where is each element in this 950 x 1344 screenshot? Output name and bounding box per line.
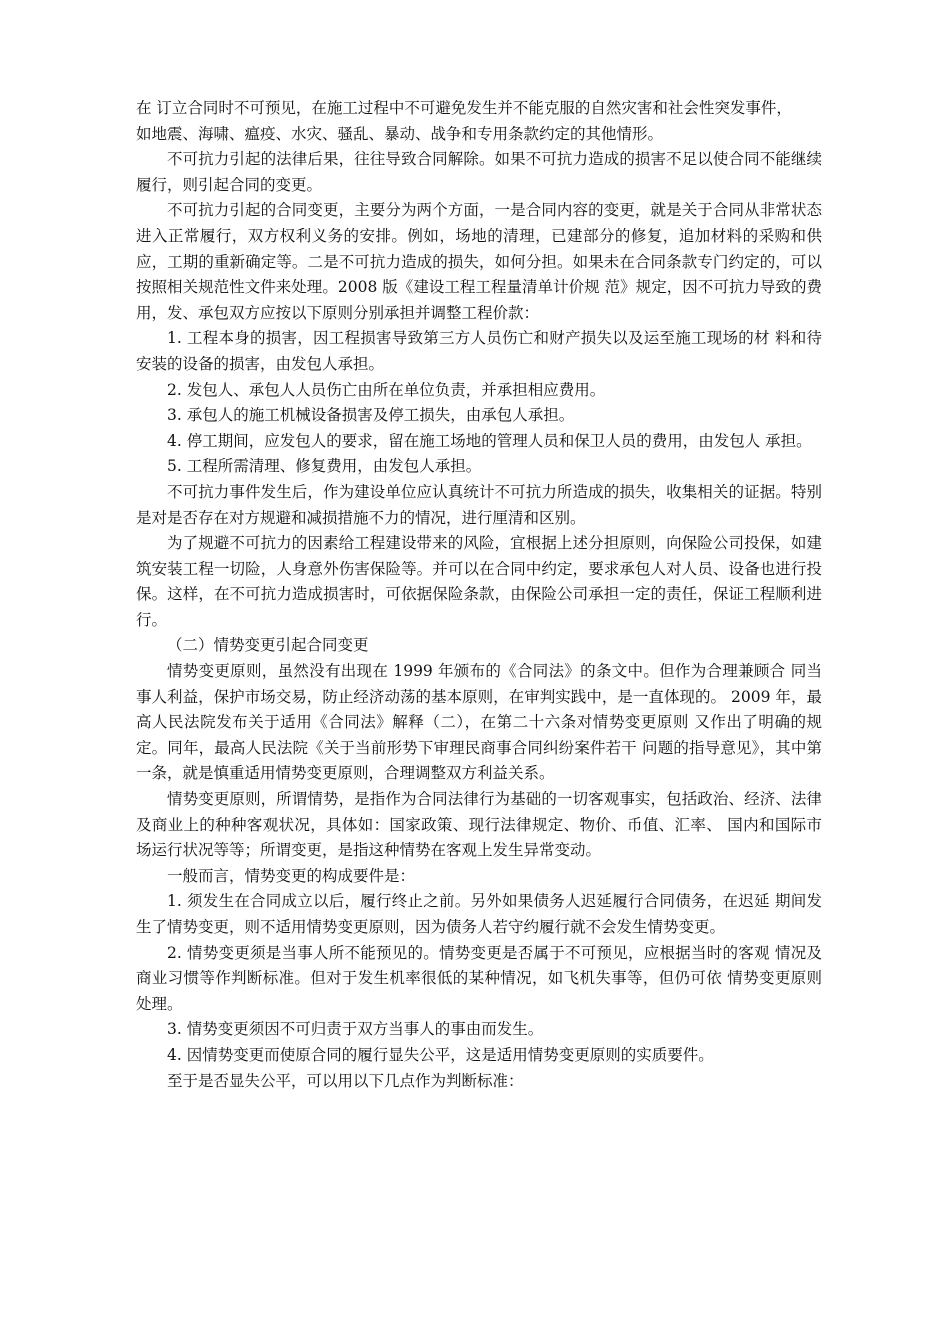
paragraph-1: 在 订立合同时不可预见，在施工过程中不可避免发生并不能克服的自然灾害和社会性突发事件， [136,99,792,117]
requirement-item-4: 4. 因情势变更而使原合同的履行显失公平，这是适用情势变更原则的实质要件。 [167,1045,714,1064]
paragraph-4: 不可抗力引起的合同变更，主要分为两个方面，一是合同内容的变更，就是关于合同从非常状态进入正常履行，双方权利义务的安排。例如，场地的清理，已建部分的修复，追加材料的采购和供应，工期的重新确定等。二是不可抗力造成的损失，如何分担。如果未在合同条款专门约定的，可以按照相关规范性文件来处理。2008 版《建设工程工程量清单计价规 范》规定，因不可抗力导致的费用，发、承包双方应按以下原则分别承担并调整工程价款： [136,201,822,322]
paragraph-3: 不可抗力引起的法律后果，往往导致合同解除。如果不可抗力造成的损害不足以使合同不能继续履行，则引起合同的变更。 [136,150,822,194]
paragraph-5: 不可抗力事件发生后，作为建设单位应认真统计不可抗力所造成的损失，收集相关的证据。特别是对是否存在对方规避和减损措施不力的情况，进行厘清和区别。 [136,482,822,527]
list-item-2: 2. 发包人、承包人人员伤亡由所在单位负责，并承担相应费用。 [167,380,606,399]
requirement-item-1: 1. 须发生在合同成立以后，履行终止之前。另外如果债务人迟延履行合同债务，在迟延 期间发生了情势变更，则不适用情势变更原则，因为债务人若守约履行就不会发生情势变更。 [136,892,822,936]
requirement-item-3: 3. 情势变更须因不可归责于双方当事人的事由而发生。 [167,1020,544,1039]
list-item-3: 3. 承包人的施工机械设备损害及停工损失，由承包人承担。 [167,406,575,425]
paragraph-9: 一般而言，情势变更的构成要件是： [167,866,416,885]
paragraph-10: 至于是否显失公平，可以用以下几点作为判断标准： [167,1071,524,1090]
section-heading: （二）情势变更引起合同变更 [167,636,369,655]
paragraph-7: 情势变更原则，虽然没有出现在 1999 年颁布的《合同法》的条文中。但作为合理兼顾合 同当事人利益，保护市场交易，防止经济动荡的基本原则，在审判实践中，是一直体现的。 2009 年，最高人民法院发布关于适用《合同法》解释（二），在第二十六条对情势变更原则 又作出了明确的规定。同年，最高人民法院《关于当前形势下审理民商事合同纠纷案件若干 问题的指导意见》，其中第一条，就是慎重适用情势变更原则，合理调整双方利益关系。 [136,662,822,783]
list-item-1: 1. 工程本身的损害，因工程损害导致第三方人员伤亡和财产损失以及运至施工现场的材 料和待安装的设备的损害，由发包人承担。 [136,329,822,373]
paragraph-8: 情势变更原则，所谓情势，是指作为合同法律行为基础的一切客观事实，包括政治、经济、法律及商业上的种种客观状况，具体如：国家政策、现行法律规定、物价、币值、汇率、 国内和国际市场运行状况等等；所谓变更，是指这种情势在客观上发生异常变动。 [136,790,822,860]
requirement-item-2: 2. 情势变更须是当事人所不能预见的。情势变更是否属于不可预见，应根据当时的客观 情况及商业习惯等作判断标准。但对于发生机率很低的某种情况，如飞机失事等，但仍可依 情势变更原则处理。 [136,943,822,1013]
list-item-4: 4. 停工期间，应发包人的要求，留在施工场地的管理人员和保卫人员的费用，由发包人 承担。 [167,431,812,450]
paragraph-6: 为了规避不可抗力的因素给工程建设带来的风险，宜根据上述分担原则，向保险公司投保，如建筑安装工程一切险，人身意外伤害保险等。并可以在合同中约定，要求承包人对人员、设备也进行投保。这样，在不可抗力造成损害时，可依据保险条款，由保险公司承担一定的责任，保证工程顺利进行。 [136,534,822,629]
paragraph-2: 如地震、海啸、瘟疫、水灾、骚乱、暴动、战争和专用条款约定的其他情形。 [136,124,664,143]
list-item-5: 5. 工程所需清理、修复费用，由发包人承担。 [167,457,482,476]
document-body [136,96,822,1094]
